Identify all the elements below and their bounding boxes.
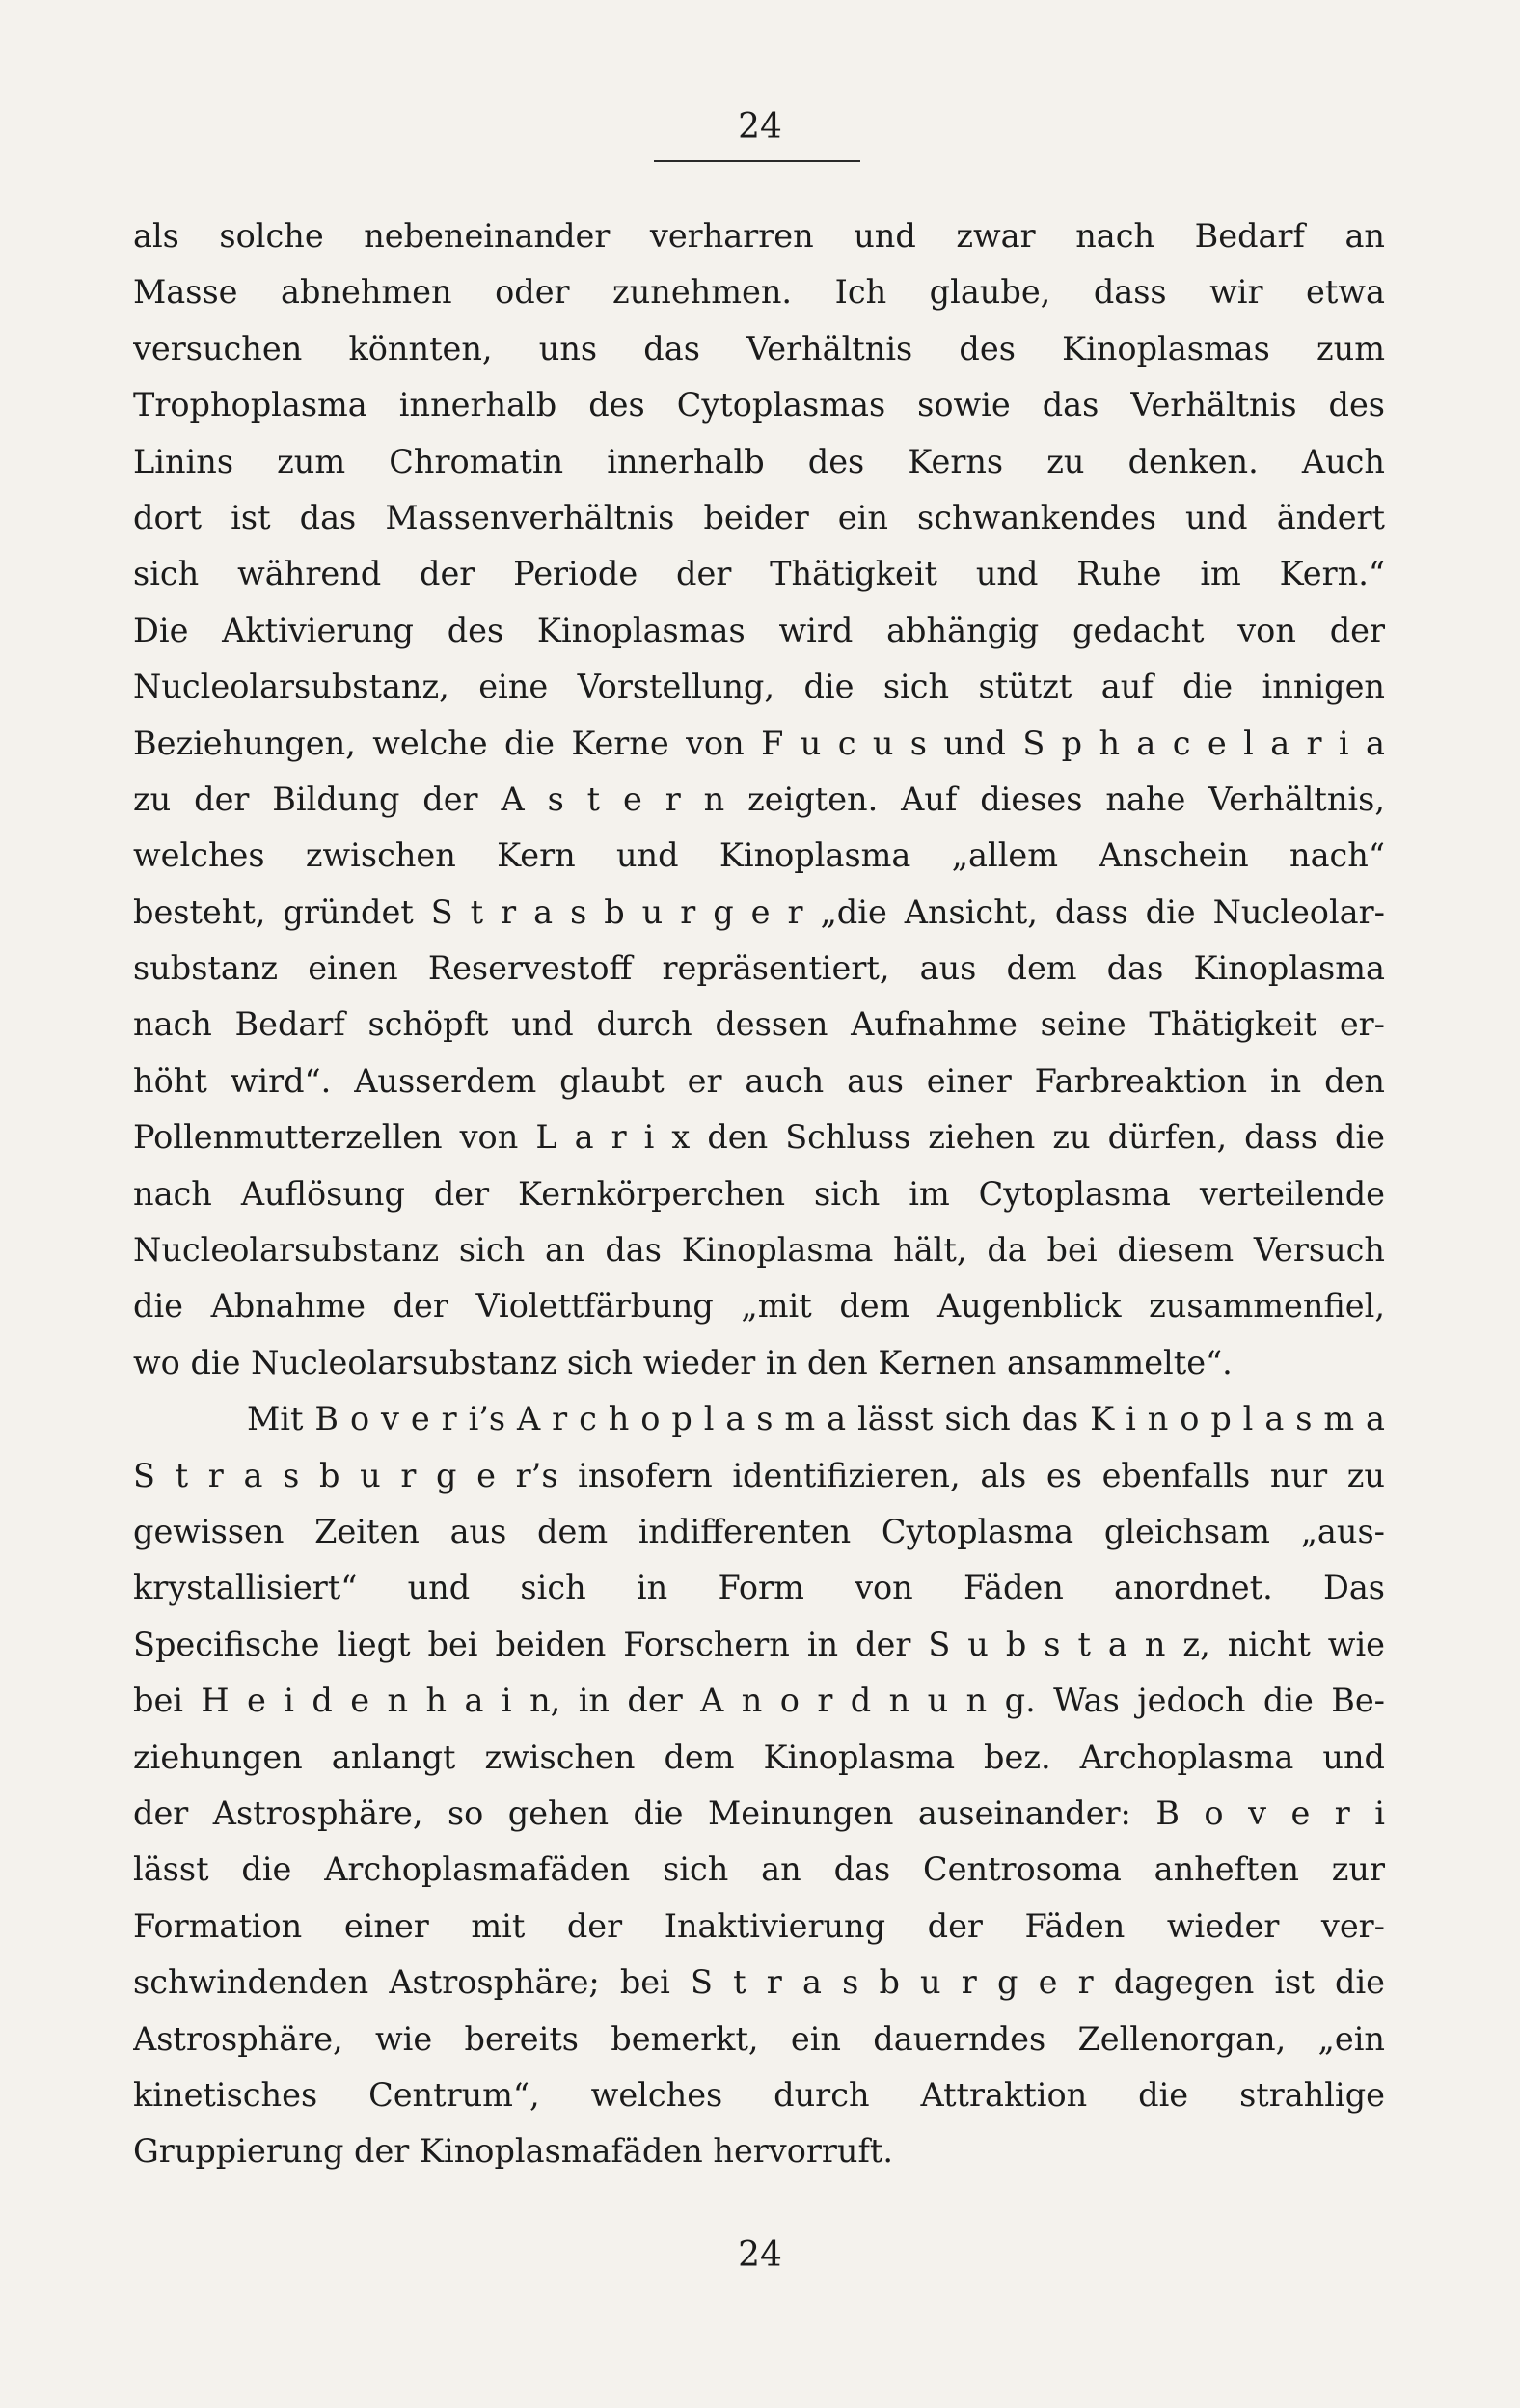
text-line: welches zwischen Kern und Kinoplasma „allem Anschein nach“ bbox=[133, 836, 1385, 875]
text-line: höht wird“. Ausserdem glaubt er auch aus einer Farbreaktion in den bbox=[133, 1061, 1385, 1100]
text-line: versuchen könnten, uns das Verhältnis des Kinoplasmas zum bbox=[133, 329, 1385, 368]
text-line: Masse abnehmen oder zunehmen. Ich glaube, dass wir etwa bbox=[133, 273, 1385, 312]
text-line: dort ist das Massenverhältnis beider ein schwankendes und ändert bbox=[133, 498, 1385, 536]
text-line: als solche nebeneinander verharren und zwar nach Bedarf an bbox=[133, 217, 1385, 255]
text-line: Linins zum Chromatin innerhalb des Kerns zu denken. Auch bbox=[133, 442, 1385, 480]
text-line: zu der Bildung der A s t e r n zeigten. Auf dieses nahe Verhältnis, bbox=[133, 780, 1385, 818]
text-line: krystallisiert“ und sich in Form von Fäden anordnet. Das bbox=[133, 1569, 1385, 1607]
text-line: Pollenmutterzellen von L a r i x den Schluss ziehen zu dürfen, dass die bbox=[133, 1118, 1385, 1157]
text-line: Gruppierung der Kinoplasmafäden hervorruft. bbox=[133, 2132, 894, 2171]
text-line: besteht, gründet S t r a s b u r g e r „die Ansicht, dass die Nucleolar- bbox=[133, 892, 1385, 931]
text-line: Trophoplasma innerhalb des Cytoplasmas sowie das Verhältnis des bbox=[133, 386, 1385, 424]
text-line: Astrosphäre, wie bereits bemerkt, ein dauerndes Zellenorgan, „ein bbox=[133, 2019, 1385, 2058]
page-number-header: 24 bbox=[738, 107, 782, 147]
text-line: lässt die Archoplasmafäden sich an das Centrosoma anheften zur bbox=[133, 1850, 1385, 1889]
text-line: bei H e i d e n h a i n, in der A n o r d n u n g. Was jedoch die Be- bbox=[133, 1682, 1385, 1720]
text-line: der Astrosphäre, so gehen die Meinungen auseinander: B o v e r i bbox=[133, 1793, 1385, 1832]
text-line: die Abnahme der Violettfärbung „mit dem Augenblick zusammenfiel, bbox=[133, 1287, 1385, 1326]
text-line: kinetisches Centrum“, welches durch Attraktion die strahlige bbox=[133, 2075, 1385, 2114]
text-line: Die Aktivierung des Kinoplasmas wird abhängig gedacht von der bbox=[133, 611, 1385, 649]
page-number-footer: 24 bbox=[738, 2235, 782, 2275]
text-line: substanz einen Reservestoff repräsentiert, aus dem das Kinoplasma bbox=[133, 949, 1385, 988]
header-rule bbox=[654, 160, 860, 162]
text-line: nach Bedarf schöpft und durch dessen Aufnahme seine Thätigkeit er- bbox=[133, 1005, 1385, 1044]
text-line: Formation einer mit der Inaktivierung der Fäden wieder ver- bbox=[133, 1906, 1385, 1945]
text-line: Nucleolarsubstanz sich an das Kinoplasma hält, da bei diesem Versuch bbox=[133, 1231, 1385, 1270]
text-line: schwindenden Astrosphäre; bei S t r a s b u r g e r dagegen ist die bbox=[133, 1963, 1385, 2002]
text-line: wo die Nucleolarsubstanz sich wieder in den Kernen ansammelte“. bbox=[133, 1343, 1233, 1382]
text-line: S t r a s b u r g e r’s insofern identifizieren, als es ebenfalls nur zu bbox=[133, 1456, 1385, 1494]
text-line: Specifische liegt bei beiden Forschern in der S u b s t a n z, nicht wie bbox=[133, 1625, 1385, 1663]
text-line: ziehungen anlangt zwischen dem Kinoplasma bez. Archoplasma und bbox=[133, 1738, 1385, 1776]
body-text bbox=[133, 208, 1385, 2180]
text-line: Mit B o v e r i’s A r c h o p l a s m a lässt sich das K i n o p l a s m a bbox=[247, 1400, 1385, 1438]
text-line: sich während der Periode der Thätigkeit und Ruhe im Kern.“ bbox=[133, 555, 1385, 593]
text-line: Nucleolarsubstanz, eine Vorstellung, die sich stützt auf die innigen bbox=[133, 668, 1385, 706]
text-line: Beziehungen, welche die Kerne von F u c u s und S p h a c e l a r i a bbox=[133, 724, 1385, 762]
text-line: gewissen Zeiten aus dem indifferenten Cytoplasma gleichsam „aus- bbox=[133, 1512, 1385, 1550]
text-line: nach Auflösung der Kernkörperchen sich im Cytoplasma verteilende bbox=[133, 1174, 1385, 1213]
